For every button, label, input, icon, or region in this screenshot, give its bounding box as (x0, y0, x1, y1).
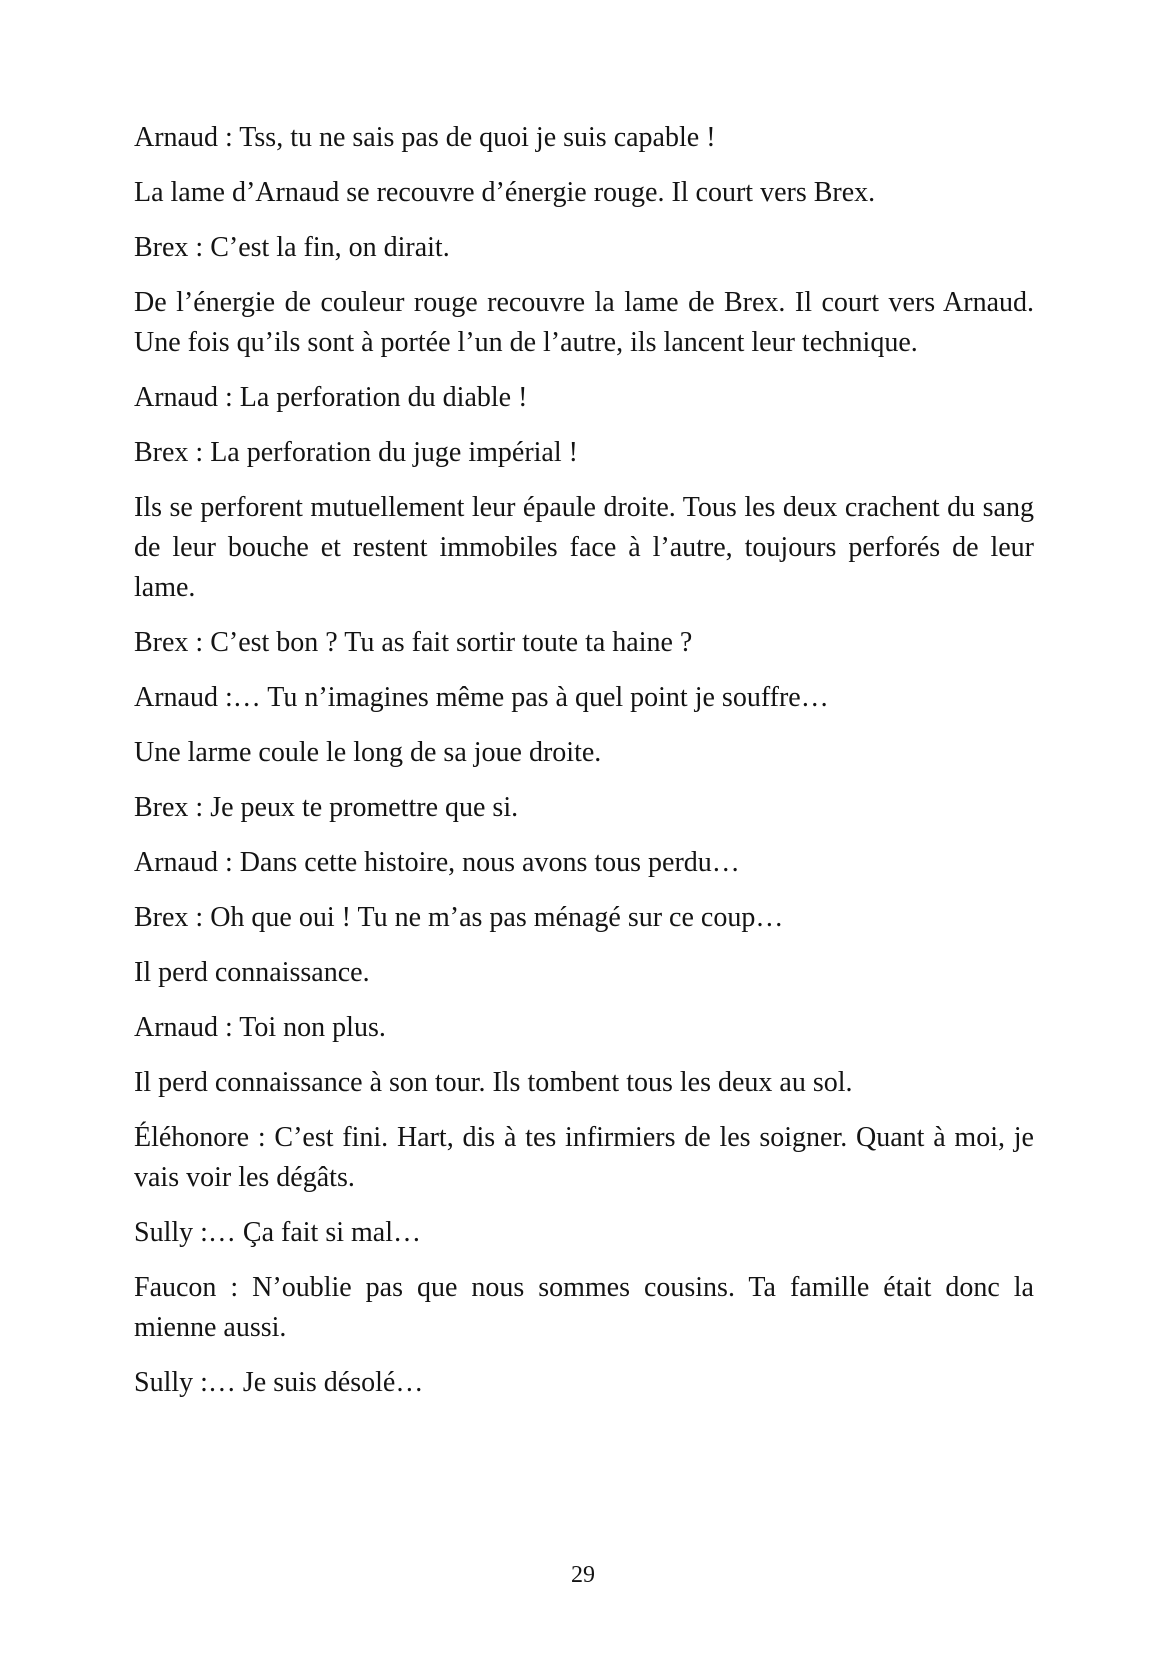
paragraph: Arnaud : La perforation du diable ! (134, 382, 528, 413)
paragraph: Arnaud : Dans cette histoire, nous avons tous perdu… (134, 847, 740, 878)
paragraph: La lame d’Arnaud se recouvre d’énergie rouge. Il court vers Brex. (134, 177, 876, 208)
text-body (134, 118, 1034, 1418)
paragraph: Arnaud : Toi non plus. (134, 1012, 386, 1043)
paragraph: Brex : Je peux te promettre que si. (134, 792, 519, 823)
paragraph: Une larme coule le long de sa joue droite. (134, 737, 602, 768)
paragraph: Sully :… Ça fait si mal… (134, 1217, 421, 1248)
paragraph: Arnaud : Tss, tu ne sais pas de quoi je suis capable ! (134, 122, 716, 153)
paragraph: Il perd connaissance à son tour. Ils tombent tous les deux au sol. (134, 1067, 853, 1098)
paragraph: Éléhonore : C’est fini. Hart, dis à tes infirmiers de les soigner. Quant à moi, je vais voir les dégâts. (134, 1122, 1034, 1193)
paragraph: Brex : La perforation du juge impérial ! (134, 437, 578, 468)
paragraph: Ils se perforent mutuellement leur épaule droite. Tous les deux crachent du sang de leur bouche et restent immobiles face à l’autre, toujours perforés de leur lame. (134, 492, 1034, 603)
paragraph: Brex : C’est bon ? Tu as fait sortir toute ta haine ? (134, 627, 693, 658)
paragraph: Arnaud :… Tu n’imagines même pas à quel point je souffre… (134, 682, 829, 713)
paragraph: Sully :… Je suis désolé… (134, 1367, 424, 1398)
paragraph: De l’énergie de couleur rouge recouvre la lame de Brex. Il court vers Arnaud. Une fois qu’ils sont à portée l’un de l’autre, ils lancent leur technique. (134, 287, 1034, 358)
paragraph: Brex : C’est la fin, on dirait. (134, 232, 450, 263)
paragraph: Il perd connaissance. (134, 957, 370, 988)
page-number: 29 (571, 1562, 595, 1588)
paragraph: Brex : Oh que oui ! Tu ne m’as pas ménagé sur ce coup… (134, 902, 784, 933)
paragraph: Faucon : N’oublie pas que nous sommes cousins. Ta famille était donc la mienne aussi. (134, 1272, 1034, 1343)
